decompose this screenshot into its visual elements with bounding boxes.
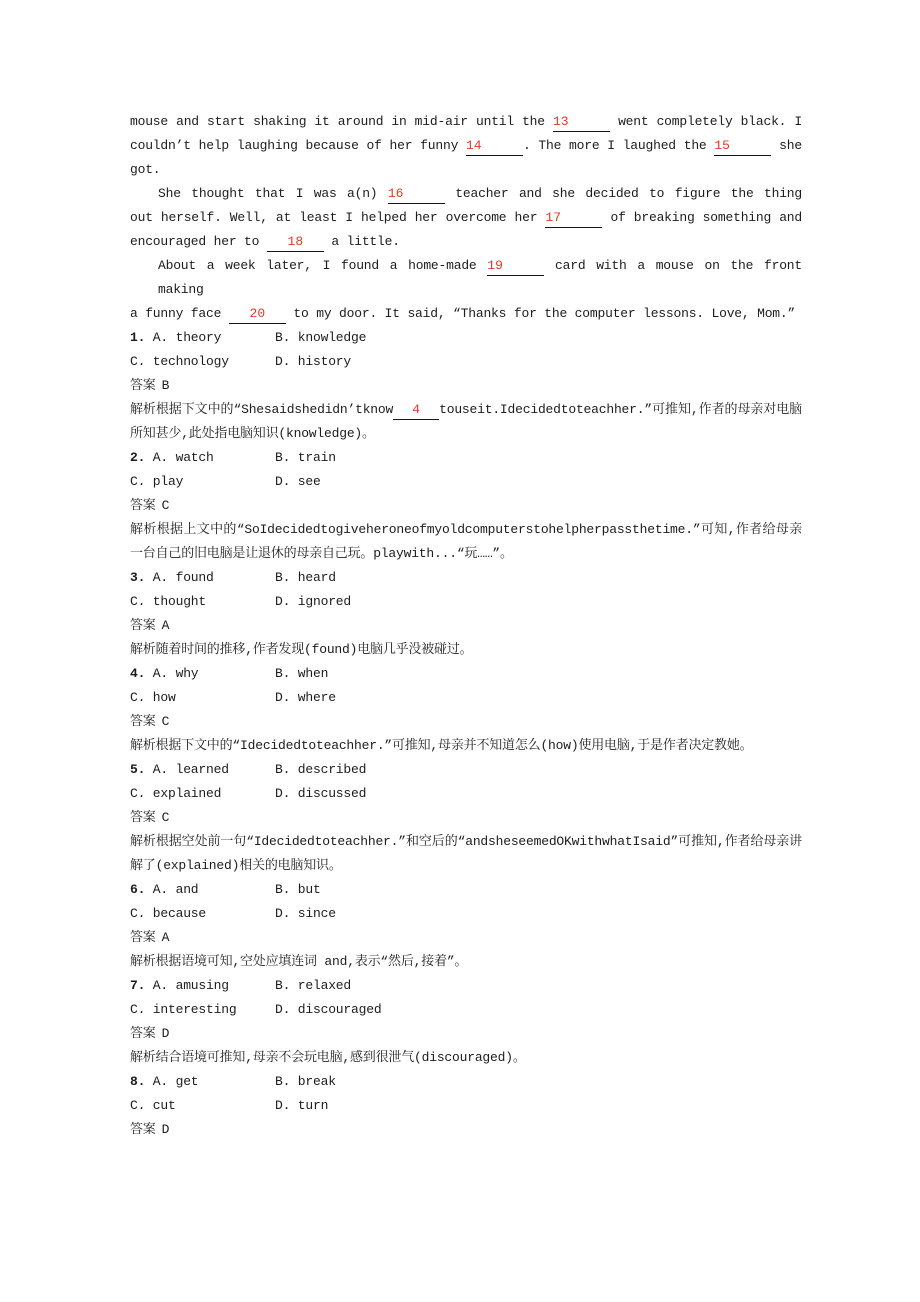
option-c: C. play: [130, 474, 184, 489]
option-d: D. ignored: [275, 594, 352, 609]
option-b: B. when: [275, 666, 329, 681]
option-a: 3. A. found: [130, 570, 214, 585]
blank-number: 18: [287, 234, 304, 249]
analysis-label: 解析: [130, 954, 156, 969]
text-run: 随着时间的推移,作者发现(found)电脑几乎没被碰过。: [155, 642, 473, 657]
text-run: went completely black. I: [609, 114, 802, 129]
question-number: 2.: [130, 450, 146, 465]
option-row: [130, 1070, 802, 1094]
option-row: [130, 470, 802, 494]
answer-label: 答案: [130, 930, 156, 945]
text-run: of breaking something and: [602, 210, 802, 225]
text-run: touseit.Idecidedtoteachher.”可推知,作者的母亲对电脑所知甚少,此处指电脑知识(knowledge)。: [130, 402, 802, 441]
option-row: [130, 902, 802, 926]
question-block: [130, 446, 802, 566]
analysis-paragraph: [130, 518, 802, 566]
option-a: 2. A. watch: [130, 450, 214, 465]
blank-15: [714, 136, 771, 156]
option-row: [130, 590, 802, 614]
text-run: . The more I laughed the: [523, 138, 715, 153]
analysis-paragraph: [130, 638, 802, 662]
question-block: [130, 1070, 802, 1142]
text-run: mouse and start shaking it around in mid-air until the: [130, 114, 553, 129]
answer-label: 答案: [130, 1026, 156, 1041]
option-a: 6. A. and: [130, 882, 199, 897]
passage-line: [130, 134, 802, 158]
option-c: C. cut: [130, 1098, 176, 1113]
answer-value: A: [161, 618, 170, 633]
blank-number: 14: [466, 138, 482, 153]
blank-number: 16: [387, 186, 404, 201]
analysis-paragraph: [130, 830, 802, 878]
analysis-label: 解析: [130, 402, 156, 417]
passage-line: [130, 158, 802, 182]
answer-value: C: [161, 810, 170, 825]
option-d: D. discouraged: [275, 1002, 382, 1017]
question-block: [130, 974, 802, 1070]
option-row: [130, 998, 802, 1022]
option-row: [130, 662, 802, 686]
text-run: 根据下文中的“Idecidedtoteachher.”可推知,母亲并不知道怎么(how)使用电脑,于是作者决定教她。: [155, 738, 753, 753]
option-d: D. see: [275, 474, 321, 489]
option-d: D. where: [275, 690, 336, 705]
blank-20: [229, 304, 286, 324]
passage-line: [130, 230, 802, 254]
text-run: About a week later, I found a home-made: [158, 258, 488, 273]
question-block: [130, 662, 802, 758]
answer-label: 答案: [130, 378, 156, 393]
text-run: card with a mouse on the front making: [158, 258, 802, 297]
option-b: B. break: [275, 1074, 336, 1089]
text-run: 根据空处前一句“Idecidedtoteachher.”和空后的“andsheseemedOKwithwhatIsaid”可推知,作者给母亲讲解了(explained)相关的电脑知识。: [130, 834, 802, 873]
blank-4: [393, 400, 439, 420]
option-c: C. because: [130, 906, 207, 921]
question-number: 3.: [130, 570, 146, 585]
passage-line: [130, 302, 802, 326]
question-list: [130, 326, 802, 1142]
text-run: couldn’t help laughing because of her funny: [130, 138, 466, 153]
option-b: B. train: [275, 450, 336, 465]
option-b: B. but: [275, 882, 321, 897]
text-run: to my door. It said, “Thanks for the computer lessons. Love, Mom.”: [285, 306, 796, 321]
option-row: [130, 1094, 802, 1118]
analysis-paragraph: [130, 950, 802, 974]
text-run: She thought that I was a(n): [158, 186, 388, 201]
answer-line: [130, 374, 802, 398]
passage-line: [130, 182, 802, 206]
cloze-passage: [130, 110, 802, 326]
blank-17: [545, 208, 602, 228]
answer-value: B: [161, 378, 170, 393]
answer-line: [130, 926, 802, 950]
option-row: [130, 566, 802, 590]
blank-13: [553, 112, 610, 132]
option-b: B. described: [275, 762, 367, 777]
answer-line: [130, 1022, 802, 1046]
answer-value: C: [161, 714, 170, 729]
answer-line: [130, 806, 802, 830]
option-row: [130, 974, 802, 998]
blank-16: [388, 184, 445, 204]
answer-line: [130, 494, 802, 518]
answer-label: 答案: [130, 714, 156, 729]
answer-line: [130, 614, 802, 638]
page-content: [130, 110, 802, 1142]
option-c: C. interesting: [130, 1002, 237, 1017]
answer-label: 答案: [130, 618, 156, 633]
option-d: D. history: [275, 354, 352, 369]
question-number: 6.: [130, 882, 146, 897]
blank-number: 15: [714, 138, 730, 153]
passage-line: [130, 110, 802, 134]
text-run: got.: [130, 162, 161, 177]
option-c: C. technology: [130, 354, 229, 369]
question-number: 8.: [130, 1074, 146, 1089]
analysis-label: 解析: [130, 738, 156, 753]
option-b: B. heard: [275, 570, 336, 585]
option-row: [130, 326, 802, 350]
option-c: C. thought: [130, 594, 207, 609]
text-run: a little.: [323, 234, 400, 249]
option-d: D. since: [275, 906, 336, 921]
blank-number: 4: [412, 402, 421, 417]
passage-line: [130, 254, 802, 302]
question-block: [130, 566, 802, 662]
blank-number: 20: [249, 306, 266, 321]
option-row: [130, 758, 802, 782]
question-block: [130, 326, 802, 446]
analysis-label: 解析: [130, 522, 157, 537]
text-run: encouraged her to: [130, 234, 267, 249]
analysis-paragraph: [130, 734, 802, 758]
option-row: [130, 782, 802, 806]
text-run: 根据上文中的“SoIdecidedtogiveheroneofmyoldcomputerstohelpherpassthetime.”可知,作者给母亲一台自己的旧电脑是让退休的母亲自己玩。playwith...“玩……”。: [130, 522, 802, 561]
blank-number: 17: [545, 210, 561, 225]
text-run: 根据下文中的“Shesaidshedidn’tknow: [155, 402, 394, 417]
answer-line: [130, 710, 802, 734]
text-run: 根据语境可知,空处应填连词 and,表示“然后,接着”。: [155, 954, 468, 969]
blank-number: 13: [552, 114, 569, 129]
answer-label: 答案: [130, 1122, 156, 1137]
answer-label: 答案: [130, 810, 156, 825]
option-a: 8. A. get: [130, 1074, 199, 1089]
text-run: she: [771, 138, 802, 153]
answer-value: D: [161, 1122, 170, 1137]
analysis-paragraph: [130, 398, 802, 446]
answer-value: C: [161, 498, 170, 513]
option-c: C. explained: [130, 786, 222, 801]
text-run: 结合语境可推知,母亲不会玩电脑,感到很泄气(discouraged)。: [155, 1050, 526, 1065]
answer-value: D: [161, 1026, 170, 1041]
option-d: D. discussed: [275, 786, 367, 801]
text-run: out herself. Well, at least I helped her overcome her: [130, 210, 546, 225]
analysis-paragraph: [130, 1046, 802, 1070]
answer-value: A: [161, 930, 170, 945]
answer-label: 答案: [130, 498, 156, 513]
passage-line: [130, 206, 802, 230]
text-run: teacher and she decided to figure the thing: [444, 186, 802, 201]
question-number: 5.: [130, 762, 146, 777]
question-block: [130, 758, 802, 878]
blank-18: [267, 232, 324, 252]
analysis-label: 解析: [130, 642, 156, 657]
option-a: 7. A. amusing: [130, 978, 229, 993]
question-number: 7.: [130, 978, 146, 993]
question-number: 4.: [130, 666, 146, 681]
blank-14: [466, 136, 523, 156]
blank-19: [487, 256, 544, 276]
option-c: C. how: [130, 690, 176, 705]
option-row: [130, 350, 802, 374]
analysis-label: 解析: [130, 834, 156, 849]
option-b: B. knowledge: [275, 330, 367, 345]
blank-number: 19: [487, 258, 503, 273]
question-number: 1.: [130, 330, 146, 345]
analysis-label: 解析: [130, 1050, 156, 1065]
question-block: [130, 878, 802, 974]
option-a: 4. A. why: [130, 666, 199, 681]
text-run: a funny face: [130, 306, 229, 321]
option-d: D. turn: [275, 1098, 329, 1113]
option-row: [130, 686, 802, 710]
answer-line: [130, 1118, 802, 1142]
option-row: [130, 878, 802, 902]
option-a: 1. A. theory: [130, 330, 222, 345]
option-row: [130, 446, 802, 470]
option-b: B. relaxed: [275, 978, 352, 993]
option-a: 5. A. learned: [130, 762, 229, 777]
